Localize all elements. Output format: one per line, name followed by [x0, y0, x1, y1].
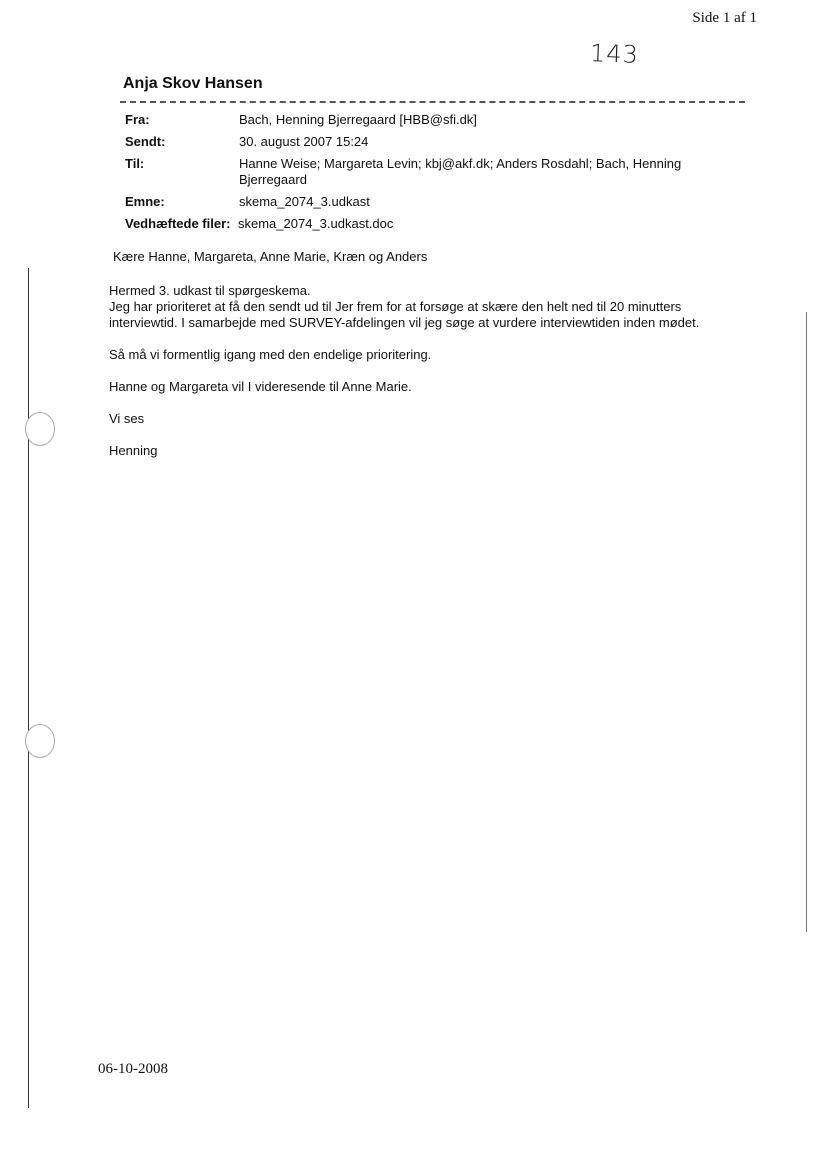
punch-hole-top — [25, 412, 55, 446]
body-paragraph-3: Hanne og Margareta vil I videresende til Anne Marie. — [109, 379, 412, 394]
sent-label: Sendt: — [125, 134, 166, 149]
from-value: Bach, Henning Bjerregaard [HBB@sfi.dk] — [239, 112, 477, 127]
punch-hole-bottom — [25, 724, 55, 758]
footer-date: 06-10-2008 — [98, 1061, 168, 1077]
to-label: Til: — [125, 156, 145, 171]
subject-label: Emne: — [125, 194, 165, 209]
body-paragraph-2: Så må vi formentlig igang med den endelige prioritering. — [109, 347, 432, 362]
greeting: Kære Hanne, Margareta, Anne Marie, Kræn og Anders — [113, 249, 428, 264]
scan-edge-right — [806, 312, 807, 932]
page-number-header: Side 1 af 1 — [692, 10, 757, 26]
intro-line-1: Hermed 3. udkast til spørgeskema. — [109, 283, 311, 298]
intro-line-2: Jeg har prioriteret at få den sendt ud til Jer frem for at forsøge at skære den helt ned til 20 minutters interviewtid. I samarbejde med SURVEY-afdelingen vil jeg søge at vurdere interviewtiden inden mødet. — [109, 299, 700, 330]
email-header-block — [125, 112, 725, 238]
header-divider — [120, 101, 745, 103]
from-row — [125, 112, 725, 128]
sent-value: 30. august 2007 15:24 — [239, 134, 369, 149]
scan-edge-left — [28, 268, 29, 1108]
sent-row — [125, 134, 725, 150]
handwritten-page-number: 143 — [589, 39, 640, 69]
to-row — [125, 156, 725, 188]
subject-row — [125, 194, 725, 210]
attachments-value: skema_2074_3.udkast.doc — [238, 216, 394, 231]
signature: Henning — [109, 443, 158, 458]
mailbox-owner-name: Anja Skov Hansen — [123, 75, 263, 92]
attachments-label: Vedhæftede filer: — [125, 216, 231, 231]
from-label: Fra: — [125, 112, 150, 127]
body-paragraph-4: Vi ses — [109, 411, 145, 426]
to-value: Hanne Weise; Margareta Levin; kbj@akf.dk; Anders Rosdahl; Bach, Henning Bjerregaard — [239, 156, 682, 187]
email-body — [109, 248, 749, 475]
subject-value: skema_2074_3.udkast — [239, 194, 370, 209]
body-paragraph-1 — [109, 283, 749, 331]
attachments-row — [125, 216, 725, 232]
